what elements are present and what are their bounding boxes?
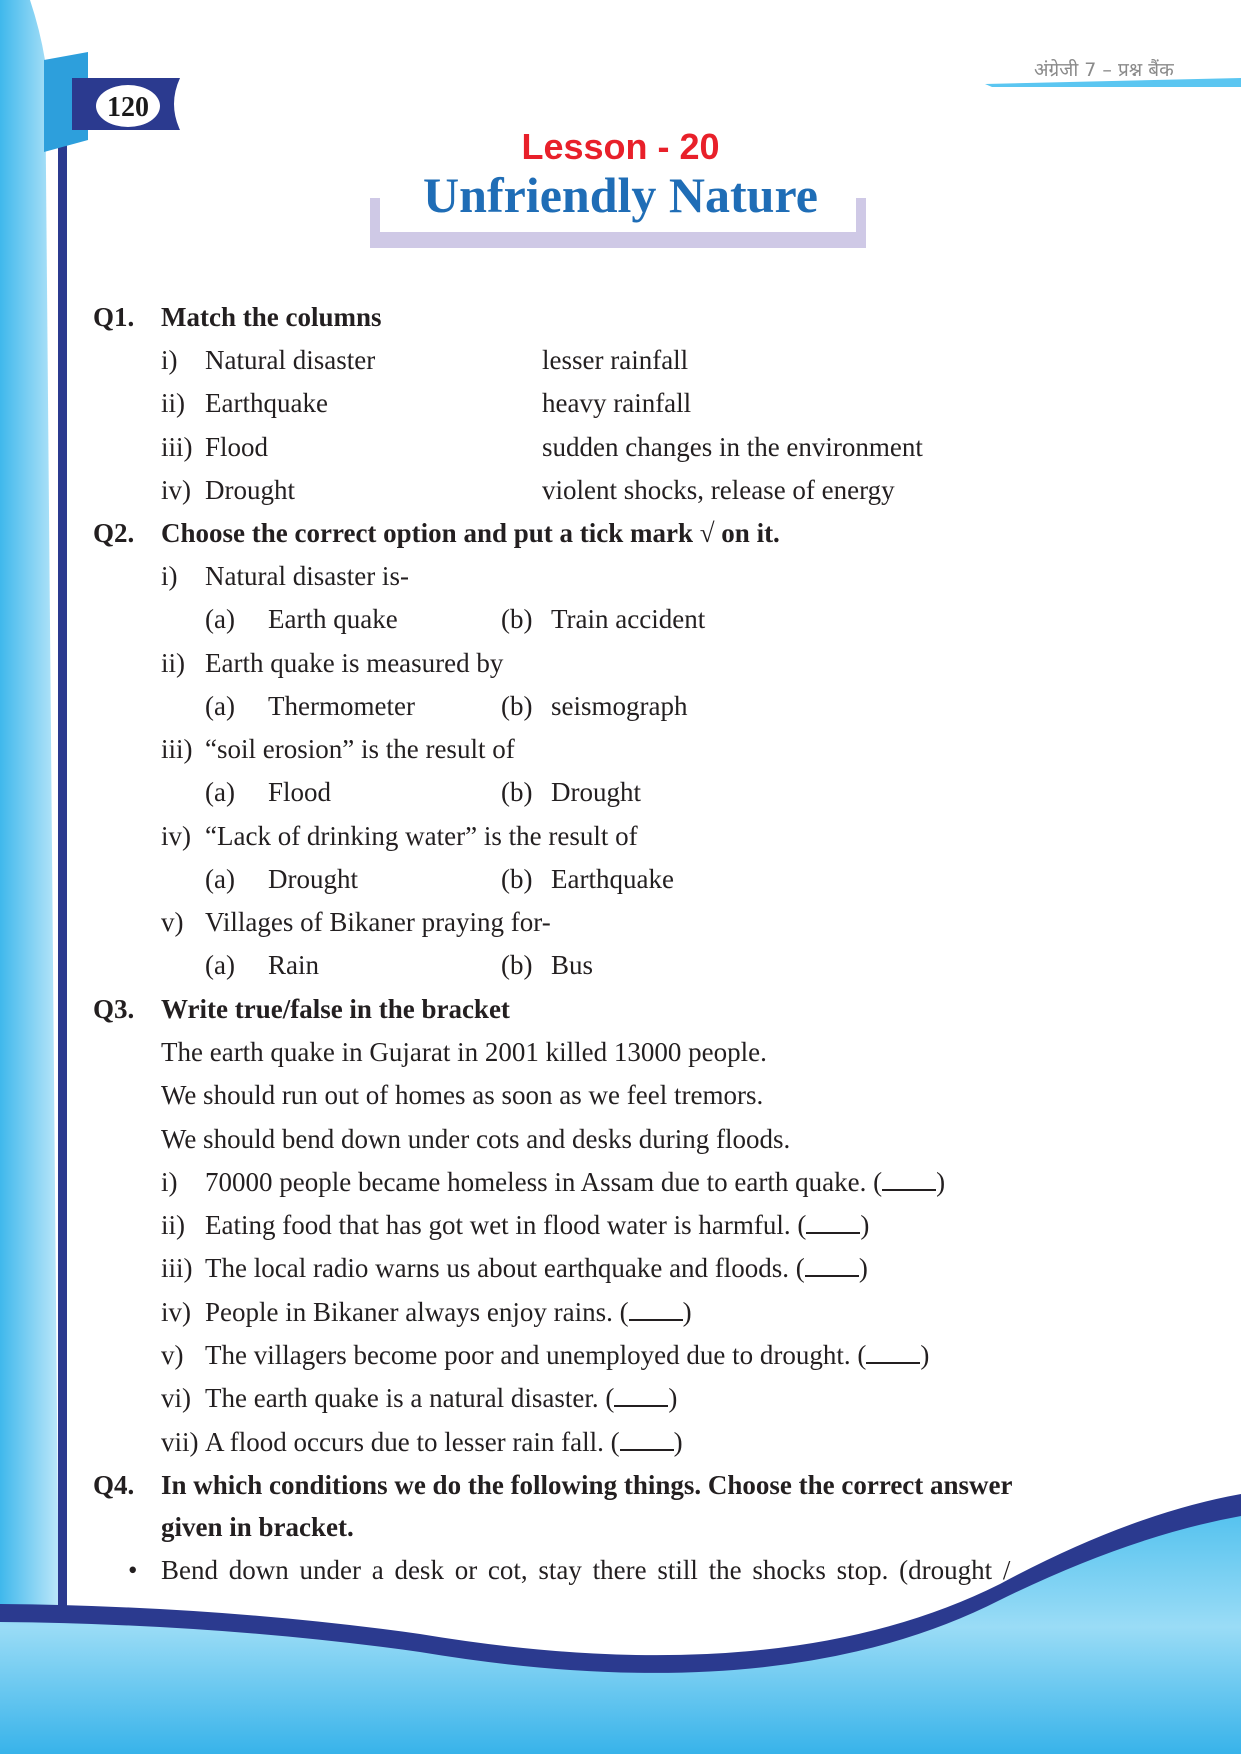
q2-option-a-label: (a) xyxy=(205,777,235,807)
q2-item-question: Natural disaster is- xyxy=(205,561,409,591)
q3-item xyxy=(205,1338,929,1372)
q4-bullet-text: Bend down under a desk or cot, stay there still the shocks stop. (drought / xyxy=(161,1555,1011,1585)
bracket-close: ) xyxy=(936,1167,946,1197)
q2-option-a-label: (a) xyxy=(205,691,235,721)
lesson-label: Lesson - 20 xyxy=(521,126,720,167)
q2-item-question: Villages of Bikaner praying for- xyxy=(205,907,551,937)
q2-option-b: Drought xyxy=(551,777,641,807)
q3-item-number: v) xyxy=(161,1340,184,1370)
q1-item-left: Flood xyxy=(205,432,269,462)
q2-option-a: Drought xyxy=(268,864,358,894)
q1-item-right: violent shocks, release of energy xyxy=(542,475,895,505)
q2-option-b-label: (b) xyxy=(501,864,533,894)
q2-option-a: Flood xyxy=(268,777,332,807)
bracket-close: ) xyxy=(920,1340,930,1370)
q1-item-right: heavy rainfall xyxy=(542,388,692,418)
q1-item-right: lesser rainfall xyxy=(542,345,689,375)
q3-number: Q3. xyxy=(93,994,135,1024)
q3-item-number: ii) xyxy=(161,1210,185,1240)
q3-item xyxy=(205,1251,868,1285)
q1-item-left: Earthquake xyxy=(205,388,328,418)
q3-item xyxy=(205,1208,869,1242)
q2-text: Choose the correct option and put a tick mark √ on it. xyxy=(161,518,780,548)
q3-item-number: iii) xyxy=(161,1253,193,1283)
q3-item-text: The villagers become poor and unemployed due to drought. ( xyxy=(205,1340,867,1370)
book-title: अंग्रेजी 7 – प्रश्न बैंक xyxy=(1034,59,1174,81)
q2-item-question: “Lack of drinking water” is the result of xyxy=(205,821,638,851)
q3-item-number: vi) xyxy=(161,1383,191,1413)
q3-item-number: i) xyxy=(161,1167,178,1197)
q3-item xyxy=(205,1295,692,1329)
q4-text-line2: given in bracket. xyxy=(161,1512,354,1542)
answer-blank[interactable] xyxy=(882,1167,936,1191)
q3-item-text: A flood occurs due to lesser rain fall. ( xyxy=(205,1427,620,1457)
q3-statement: We should run out of homes as soon as we feel tremors. xyxy=(161,1080,764,1110)
q1-item-number: ii) xyxy=(161,388,185,418)
q2-option-a-label: (a) xyxy=(205,950,235,980)
q1-item-left: Natural disaster xyxy=(205,345,376,375)
q1-item-number: iv) xyxy=(161,475,191,505)
q2-item-number: i) xyxy=(161,561,178,591)
q3-item-number: vii) xyxy=(161,1427,199,1457)
answer-blank[interactable] xyxy=(620,1427,674,1451)
q2-option-b: Bus xyxy=(551,950,594,980)
q2-option-a: Thermometer xyxy=(268,691,415,721)
q2-item-question: Earth quake is measured by xyxy=(205,648,504,678)
q2-option-a: Earth quake xyxy=(268,604,398,634)
q2-item-number: iv) xyxy=(161,821,191,851)
q1-text: Match the columns xyxy=(161,302,382,332)
q3-item xyxy=(205,1425,683,1459)
q3-text: Write true/false in the bracket xyxy=(161,994,510,1024)
bracket-close: ) xyxy=(860,1210,870,1240)
q2-option-b-label: (b) xyxy=(501,950,533,980)
q1-item-number: iii) xyxy=(161,432,193,462)
page-number: 120 xyxy=(107,92,149,123)
q4-number: Q4. xyxy=(93,1470,135,1500)
q2-option-b-label: (b) xyxy=(501,777,533,807)
q3-item-text: 70000 people became homeless in Assam due to earth quake. ( xyxy=(205,1167,883,1197)
answer-blank[interactable] xyxy=(806,1210,860,1234)
bracket-close: ) xyxy=(682,1297,692,1327)
q3-item xyxy=(205,1165,945,1199)
bracket-close: ) xyxy=(668,1383,678,1413)
q3-item-text: Eating food that has got wet in flood water is harmful. ( xyxy=(205,1210,807,1240)
q2-option-a-label: (a) xyxy=(205,604,235,634)
q4-text-line1: In which conditions we do the following things. Choose the correct answer xyxy=(161,1470,1013,1500)
q1-item-number: i) xyxy=(161,345,178,375)
q1-item-left: Drought xyxy=(205,475,295,505)
lesson-title: Unfriendly Nature xyxy=(423,167,818,223)
q2-option-b-label: (b) xyxy=(501,604,533,634)
left-sky-band xyxy=(0,0,60,1754)
q2-item-question: “soil erosion” is the result of xyxy=(205,734,515,764)
q3-item-number: iv) xyxy=(161,1297,191,1327)
q2-item-number: v) xyxy=(161,907,184,937)
q1-number: Q1. xyxy=(93,302,135,332)
answer-blank[interactable] xyxy=(629,1297,683,1321)
bracket-close: ) xyxy=(858,1253,868,1283)
answer-blank[interactable] xyxy=(866,1340,920,1364)
flag-pole xyxy=(58,70,67,1610)
answer-blank[interactable] xyxy=(805,1253,859,1277)
q2-option-b: Earthquake xyxy=(551,864,674,894)
q3-item-text: People in Bikaner always enjoy rains. ( xyxy=(205,1297,629,1327)
q3-statement: The earth quake in Gujarat in 2001 killed 13000 people. xyxy=(161,1037,767,1067)
bracket-close: ) xyxy=(673,1427,683,1457)
answer-blank[interactable] xyxy=(614,1383,668,1407)
q2-item-number: ii) xyxy=(161,648,185,678)
q1-item-right: sudden changes in the environment xyxy=(542,432,923,462)
q3-item xyxy=(205,1381,677,1415)
q2-option-a-label: (a) xyxy=(205,864,235,894)
bullet: • xyxy=(128,1555,138,1585)
q3-item-text: The local radio warns us about earthquake and floods. ( xyxy=(205,1253,805,1283)
q2-option-a: Rain xyxy=(268,950,319,980)
q2-option-b: Train accident xyxy=(551,604,706,634)
q3-statement: We should bend down under cots and desks during floods. xyxy=(161,1124,791,1154)
q2-number: Q2. xyxy=(93,518,135,548)
q2-item-number: iii) xyxy=(161,734,193,764)
q3-item-text: The earth quake is a natural disaster. ( xyxy=(205,1383,615,1413)
q2-option-b: seismograph xyxy=(551,691,688,721)
q2-option-b-label: (b) xyxy=(501,691,533,721)
